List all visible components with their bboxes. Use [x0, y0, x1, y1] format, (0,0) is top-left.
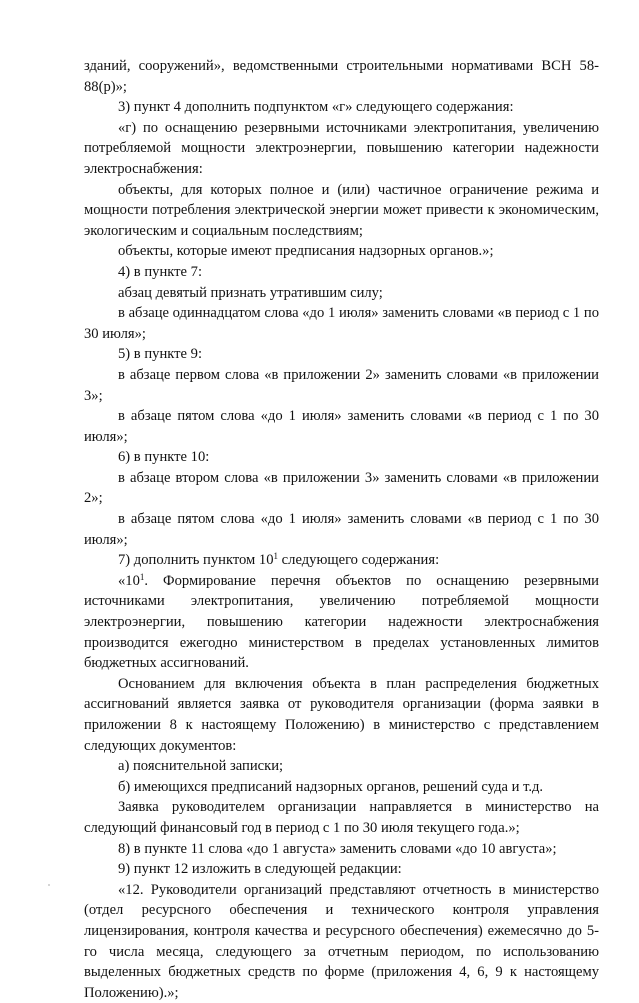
- paragraph-11: в абзаце пятом слова «до 1 июля» заменить словами «в период с 1 по 30 июля»;: [84, 408, 599, 445]
- paragraph-3: «г) по оснащению резервными источниками электропитания, увеличению потребляемой мощности электроэнергии, повышению категории надежности электроснабжения:: [84, 119, 599, 177]
- paragraph-21: 8) в пункте 11 слова «до 1 августа» заменить словами «до 10 августа»;: [118, 840, 557, 857]
- paragraph-23: «12. Руководители организаций представляют отчетность в министерство (отдел ресурсного обеспечения и технического контроля управления лицензирования, контроля качества и ресурсного обеспечения) ежемесячно до 5-го числа месяца, следующего за отчетным периодом, по использованию выделенных бюджетных средств по форме (приложения 4, 6, 9 к настоящему Положению).»;: [84, 881, 599, 1001]
- paragraph-16: [84, 571, 599, 674]
- paragraph-13: в абзаце втором слова «в приложении 3» заменить словами «в приложении 2»;: [84, 469, 599, 507]
- paragraph-8: в абзаце одиннадцатом слова «до 1 июля» заменить словами «в период с 1 по 30 июля»;: [84, 305, 599, 342]
- paragraph-6: 4) в пункте 7:: [118, 263, 203, 280]
- paragraph-19: б) имеющихся предписаний надзорных органов, решений суда и т.д.: [118, 778, 544, 795]
- paragraph-14: в абзаце пятом слова «до 1 июля» заменить словами «в период с 1 по 30 июля»;: [84, 511, 599, 548]
- paragraph-17: Основанием для включения объекта в план распределения бюджетных ассигнований является заявка от руководителя организации (форма заявки в приложении 8 к настоящему Положению) в министерство с представлением следующих документов:: [84, 675, 599, 754]
- paragraph-4: объекты, для которых полное и (или) частичное ограничение режима и мощности потребления электрической энергии может привести к экономическим, экологическим и социальным последствиям;: [84, 181, 599, 239]
- paragraph-16-lead: «10: [118, 572, 140, 589]
- paragraph-12: 6) в пункте 10:: [118, 449, 210, 466]
- paragraph-5: объекты, которые имеют предписания надзорных органов.»;: [118, 243, 494, 260]
- paragraph-16-rest: . Формирование перечня объектов по оснащению резервными источниками электропитания, увеличению потребляемой мощности электроэнергии, повышению категории надежности электроснабжения производится ежегодно министерством в пределах установленных лимитов бюджетных ассигнований.: [84, 572, 599, 672]
- paragraph-20: Заявка руководителем организации направляется в министерство на следующий финансовый год в период с 1 по 30 июля текущего года.»;: [84, 799, 599, 836]
- paragraph-15-lead: 7) дополнить пунктом 10: [118, 552, 274, 569]
- paragraph-7: абзац девятый признать утратившим силу;: [118, 284, 383, 301]
- paragraph-15: [84, 550, 599, 571]
- paragraph-22: 9) пункт 12 изложить в следующей редакции:: [118, 861, 402, 878]
- paragraph-10: в абзаце первом слова «в приложении 2» заменить словами «в приложении 3»;: [84, 366, 599, 404]
- paragraph-18: а) пояснительной записки;: [118, 758, 284, 775]
- paragraph-2: 3) пункт 4 дополнить подпунктом «г» следующего содержания:: [118, 99, 514, 116]
- document-body: [84, 56, 599, 1003]
- scan-speck: [48, 884, 50, 886]
- superscript-mark: 1: [139, 571, 145, 582]
- paragraph-15-rest: следующего содержания:: [278, 552, 440, 569]
- paragraph-1: зданий, сооружений», ведомственными строительными нормативами ВСН 58-88(р)»;: [84, 58, 599, 95]
- paragraph-9: 5) в пункте 9:: [118, 346, 203, 363]
- superscript-mark: 1: [273, 551, 279, 562]
